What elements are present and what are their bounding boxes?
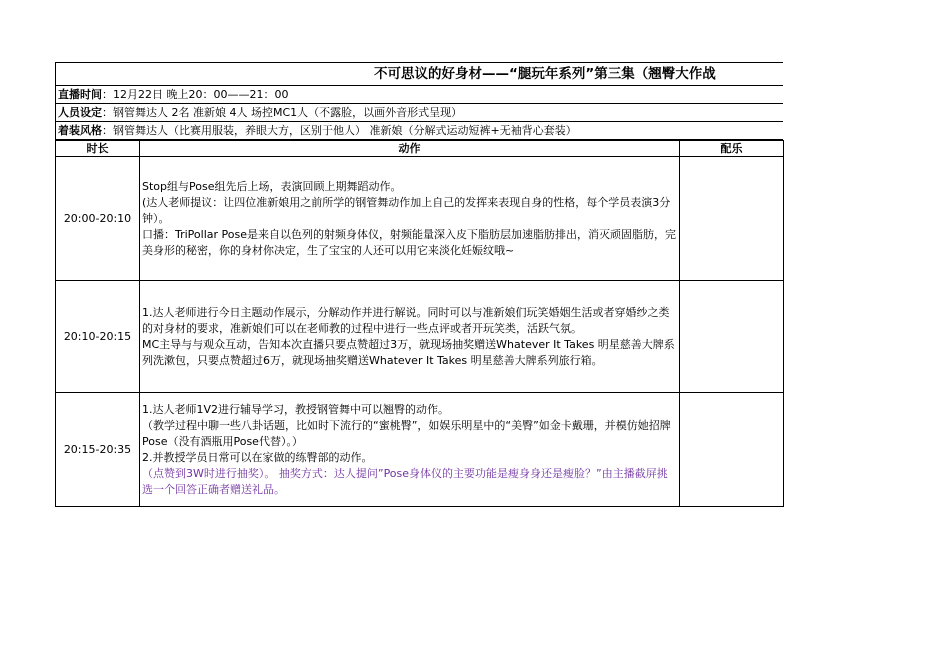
action-line: 2.并教授学员日常可以在家做的练臀部的动作。	[142, 450, 373, 464]
header-music: 配乐	[680, 141, 784, 157]
time-cell: 20:00-20:10	[56, 157, 140, 281]
schedule-table	[55, 140, 784, 507]
header-action: 动作	[140, 141, 680, 157]
action-line: 口播：TriPollar Pose是来自以色列的射频身体仪，射频能量深入皮下脂肪层加速脂肪排出，消灭顽固脂肪，完美身形的秘密，你的身材你决定，生了宝宝的人还可以用它来淡化妊娠纹哦~	[142, 227, 676, 257]
action-line: 1.达人老师1V2进行辅导学习，教授钢管舞中可以翘臀的动作。	[142, 402, 450, 416]
info-value: 钢管舞达人 2名 准新娘 4人 场控MC1人（不露脸，以画外音形式呈现）	[113, 106, 463, 119]
table-row	[56, 157, 784, 281]
time-cell: 20:15-20:35	[56, 393, 140, 507]
info-label: 直播时间	[58, 88, 102, 101]
action-line: 1.达人老师进行今日主题动作展示，分解动作并进行解说。同时可以与准新娘们玩笑婚姻生活或者穿婚纱之类的对身材的要求，准新娘们可以在老师教的过程中进行一些点评或者开玩笑类，活跃气氛。	[142, 305, 670, 335]
header-duration: 时长	[56, 141, 140, 157]
action-line: Stop组与Pose组先后上场，表演回顾上期舞蹈动作。	[142, 179, 402, 193]
action-line-highlight: （点赞到3W时进行抽奖）。 抽奖方式：达人提问”Pose身体仪的主要功能是瘦身身还是瘦脸？”由主播截屏挑选一个回答正确者赠送礼品。	[142, 466, 668, 496]
info-row-dress-style: 着装风格：钢管舞达人（比赛用服装，养眼大方，区别于他人） 准新娘（分解式运动短裤+无袖背心套装）	[55, 122, 783, 140]
music-cell	[680, 393, 784, 507]
table-row	[56, 281, 784, 393]
info-label: 人员设定	[58, 106, 102, 119]
music-cell	[680, 281, 784, 393]
table-row	[56, 393, 784, 507]
action-cell	[140, 393, 680, 507]
action-line: (达人老师提议：让四位准新娘用之前所学的钢管舞动作加上自己的发挥来表现自身的性格，每个学员表演3分钟）。	[142, 195, 671, 225]
action-line: MC主导与与观众互动，告知本次直播只要点赞超过3万，就现场抽奖赠送Whatever It Takes 明星慈善大牌系列洗漱包，只要点赞超过6万，就现场抽奖赠送Whatever It Takes 明星慈善大牌系列旅行箱。	[142, 337, 675, 367]
action-line: （教学过程中聊一些八卦话题，比如时下流行的“蜜桃臀”，如娱乐明星中的“美臀”如金卡戴珊，并模仿她招牌Pose（没有酒瓶用Pose代替）。）	[142, 418, 671, 448]
table-header-row	[56, 141, 784, 157]
info-row-staff: 人员设定：钢管舞达人 2名 准新娘 4人 场控MC1人（不露脸，以画外音形式呈现）	[55, 104, 783, 122]
run-sheet	[55, 62, 783, 507]
sheet-title: 不可思议的好身材——“腿玩年系列”第三集（翘臀大作战	[55, 62, 783, 86]
info-value: 钢管舞达人（比赛用服装，养眼大方，区别于他人） 准新娘（分解式运动短裤+无袖背心套装）	[113, 124, 577, 137]
music-cell	[680, 157, 784, 281]
action-cell	[140, 281, 680, 393]
info-label: 着装风格	[58, 124, 102, 137]
time-cell: 20:10-20:15	[56, 281, 140, 393]
info-value: 12月22日 晚上20：00——21：00	[113, 88, 289, 101]
action-cell	[140, 157, 680, 281]
info-row-broadcast-time: 直播时间：12月22日 晚上20：00——21：00	[55, 86, 783, 104]
